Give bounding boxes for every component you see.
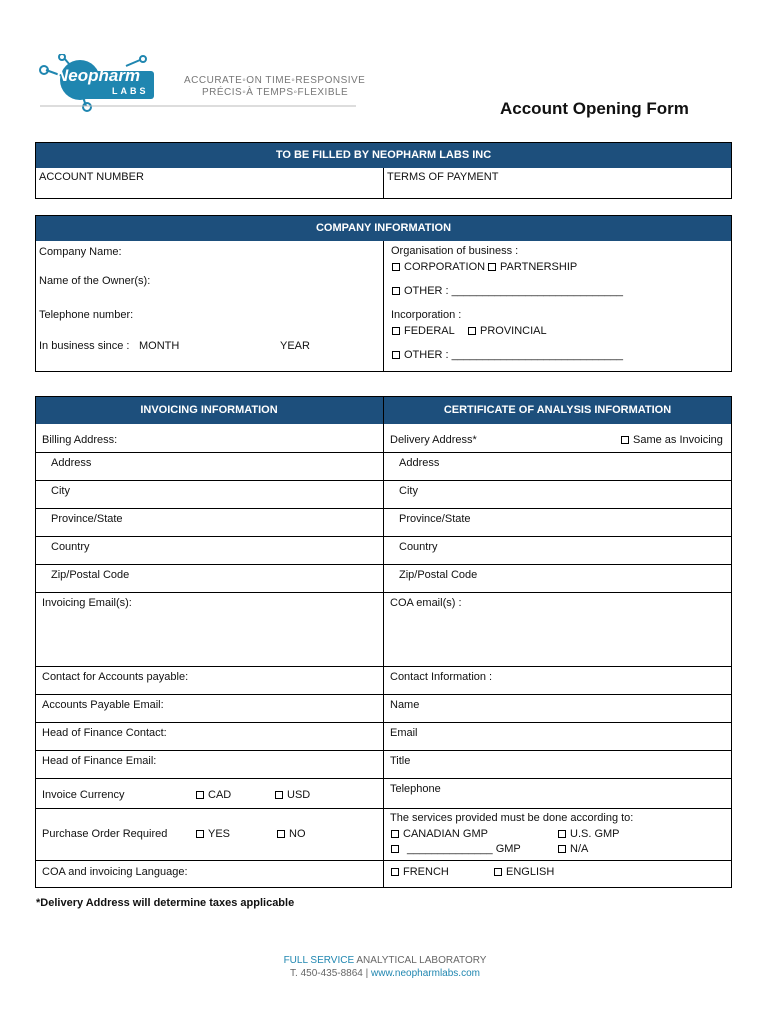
corporation-label: CORPORATION [404, 261, 486, 273]
checkbox-icon [196, 830, 204, 838]
in-business-since-label: In business since : [39, 340, 130, 352]
row-line [35, 508, 732, 509]
checkbox-icon [621, 436, 629, 444]
billing-address-field[interactable]: Address [51, 457, 92, 469]
checkbox-icon [558, 845, 566, 853]
row-line [35, 750, 732, 751]
delivery-province-field[interactable]: Province/State [399, 513, 471, 525]
org-other-checkbox[interactable] [392, 285, 623, 297]
row-line [35, 564, 732, 565]
delivery-zip-field[interactable]: Zip/Postal Code [399, 569, 478, 581]
incorporation-label: Incorporation : [391, 309, 462, 321]
owners-field[interactable]: Name of the Owner(s): [39, 275, 151, 287]
invoicing-coa-divider [383, 396, 384, 888]
checkbox-icon [391, 830, 399, 838]
contact-email-field[interactable]: Email [390, 727, 418, 739]
ap-email-field[interactable]: Accounts Payable Email: [42, 699, 164, 711]
checkbox-icon [277, 830, 285, 838]
na-label: N/A [570, 843, 589, 855]
row-line [35, 778, 732, 779]
checkbox-icon [392, 263, 400, 271]
federal-label: FEDERAL [404, 325, 455, 337]
us-gmp-checkbox[interactable] [558, 828, 620, 840]
usd-checkbox[interactable] [275, 789, 310, 801]
corporation-checkbox[interactable] [392, 261, 485, 273]
delivery-address-field[interactable]: Address [399, 457, 440, 469]
billing-country-field[interactable]: Country [51, 541, 90, 553]
contact-telephone-field[interactable]: Telephone [390, 783, 441, 795]
checkbox-icon [494, 868, 502, 876]
footer-lab-text: ANALYTICAL LABORATORY [354, 955, 487, 966]
row-line [35, 592, 732, 593]
checkbox-icon [391, 845, 399, 853]
invoice-currency-label: Invoice Currency [42, 789, 125, 801]
account-number-field[interactable]: ACCOUNT NUMBER [39, 171, 144, 183]
logo-tagline-en: ACCURATE◦ON TIME◦RESPONSIVE [184, 75, 366, 86]
row-line [35, 694, 732, 695]
checkbox-icon [392, 327, 400, 335]
checkbox-icon [196, 791, 204, 799]
office-section-header: TO BE FILLED BY NEOPHARM LABS INC [35, 142, 732, 168]
partnership-checkbox[interactable] [488, 261, 577, 273]
organisation-label: Organisation of business : [391, 245, 519, 257]
provincial-label: PROVINCIAL [480, 325, 547, 337]
inc-other-checkbox[interactable] [392, 349, 623, 361]
invoicing-section-header: INVOICING INFORMATION [35, 396, 383, 424]
english-checkbox[interactable] [494, 866, 554, 878]
po-no-checkbox[interactable] [277, 828, 306, 840]
row-line [35, 860, 732, 861]
cad-checkbox[interactable] [196, 789, 231, 801]
year-field[interactable]: YEAR [280, 340, 310, 352]
checkbox-icon [392, 287, 400, 295]
finance-contact-field[interactable]: Head of Finance Contact: [42, 727, 167, 739]
po-yes-label: YES [208, 828, 231, 840]
footer-accent: FULL SERVICE [283, 955, 355, 966]
billing-province-field[interactable]: Province/State [51, 513, 123, 525]
row-line [35, 480, 732, 481]
company-name-field[interactable]: Company Name: [39, 246, 122, 258]
canadian-gmp-checkbox[interactable] [391, 828, 488, 840]
same-as-invoicing-label: Same as Invoicing [633, 434, 723, 446]
month-field[interactable]: MONTH [139, 340, 180, 352]
na-checkbox[interactable] [558, 843, 588, 855]
footer-line-2 [0, 968, 770, 979]
logo-brand-top: Neopharm [56, 66, 141, 85]
row-line [35, 808, 732, 809]
other-gmp-label: ______________ GMP [407, 843, 521, 855]
po-no-label: NO [289, 828, 306, 840]
billing-city-field[interactable]: City [51, 485, 70, 497]
same-as-invoicing-checkbox[interactable] [621, 434, 723, 446]
row-line [35, 722, 732, 723]
checkbox-icon [392, 351, 400, 359]
federal-checkbox[interactable] [392, 325, 455, 337]
canadian-gmp-label: CANADIAN GMP [403, 828, 488, 840]
checkbox-icon [558, 830, 566, 838]
delivery-country-field[interactable]: Country [399, 541, 438, 553]
logo-tagline-fr: PRÉCIS◦À TEMPS◦FLEXIBLE [202, 87, 349, 98]
row-line [35, 452, 732, 453]
checkbox-icon [488, 263, 496, 271]
row-line [35, 536, 732, 537]
finance-email-field[interactable]: Head of Finance Email: [42, 755, 157, 767]
contact-name-field[interactable]: Name [390, 699, 420, 711]
billing-address-label: Billing Address: [42, 434, 118, 446]
footer-phone: T. 450-435-8864 | [290, 968, 372, 979]
coa-emails-field[interactable]: COA email(s) : [390, 597, 462, 609]
company-divider [383, 241, 384, 372]
services-note: The services provided must be done according to: [390, 812, 634, 824]
french-label: FRENCH [403, 866, 449, 878]
us-gmp-label: U.S. GMP [570, 828, 620, 840]
other-gmp-checkbox[interactable] [391, 843, 521, 855]
logo-brand-bottom: LABS [112, 86, 149, 96]
billing-zip-field[interactable]: Zip/Postal Code [51, 569, 130, 581]
telephone-field[interactable]: Telephone number: [39, 309, 134, 321]
company-logo [36, 54, 366, 112]
english-label: ENGLISH [506, 866, 555, 878]
delivery-address-label: Delivery Address* [390, 434, 477, 446]
french-checkbox[interactable] [391, 866, 449, 878]
partnership-label: PARTNERSHIP [500, 261, 578, 273]
form-title: Account Opening Form [500, 99, 689, 118]
ap-contact-field[interactable]: Contact for Accounts payable: [42, 671, 189, 683]
language-label: COA and invoicing Language: [42, 866, 188, 878]
checkbox-icon [468, 327, 476, 335]
inc-other-label: OTHER : ____________________________ [404, 349, 623, 361]
po-required-label: Purchase Order Required [42, 828, 168, 840]
org-other-label: OTHER : ____________________________ [404, 285, 623, 297]
provincial-checkbox[interactable] [468, 325, 547, 337]
terms-of-payment-field[interactable]: TERMS OF PAYMENT [387, 171, 499, 183]
checkbox-icon [275, 791, 283, 799]
office-divider [383, 168, 384, 199]
cad-label: CAD [208, 789, 232, 801]
checkbox-icon [391, 868, 399, 876]
usd-label: USD [287, 789, 311, 801]
contact-title-field[interactable]: Title [390, 755, 411, 767]
coa-section-header: CERTIFICATE OF ANALYSIS INFORMATION [383, 396, 732, 424]
footer-line-1 [0, 955, 770, 966]
taxes-footnote: *Delivery Address will determine taxes applicable [36, 897, 295, 909]
delivery-city-field[interactable]: City [399, 485, 418, 497]
po-yes-checkbox[interactable] [196, 828, 230, 840]
invoicing-emails-field[interactable]: Invoicing Email(s): [42, 597, 132, 609]
footer-website-link[interactable]: www.neopharmlabs.com [371, 968, 480, 979]
row-line [35, 666, 732, 667]
contact-information-label: Contact Information : [390, 671, 493, 683]
company-section-header: COMPANY INFORMATION [35, 215, 732, 241]
